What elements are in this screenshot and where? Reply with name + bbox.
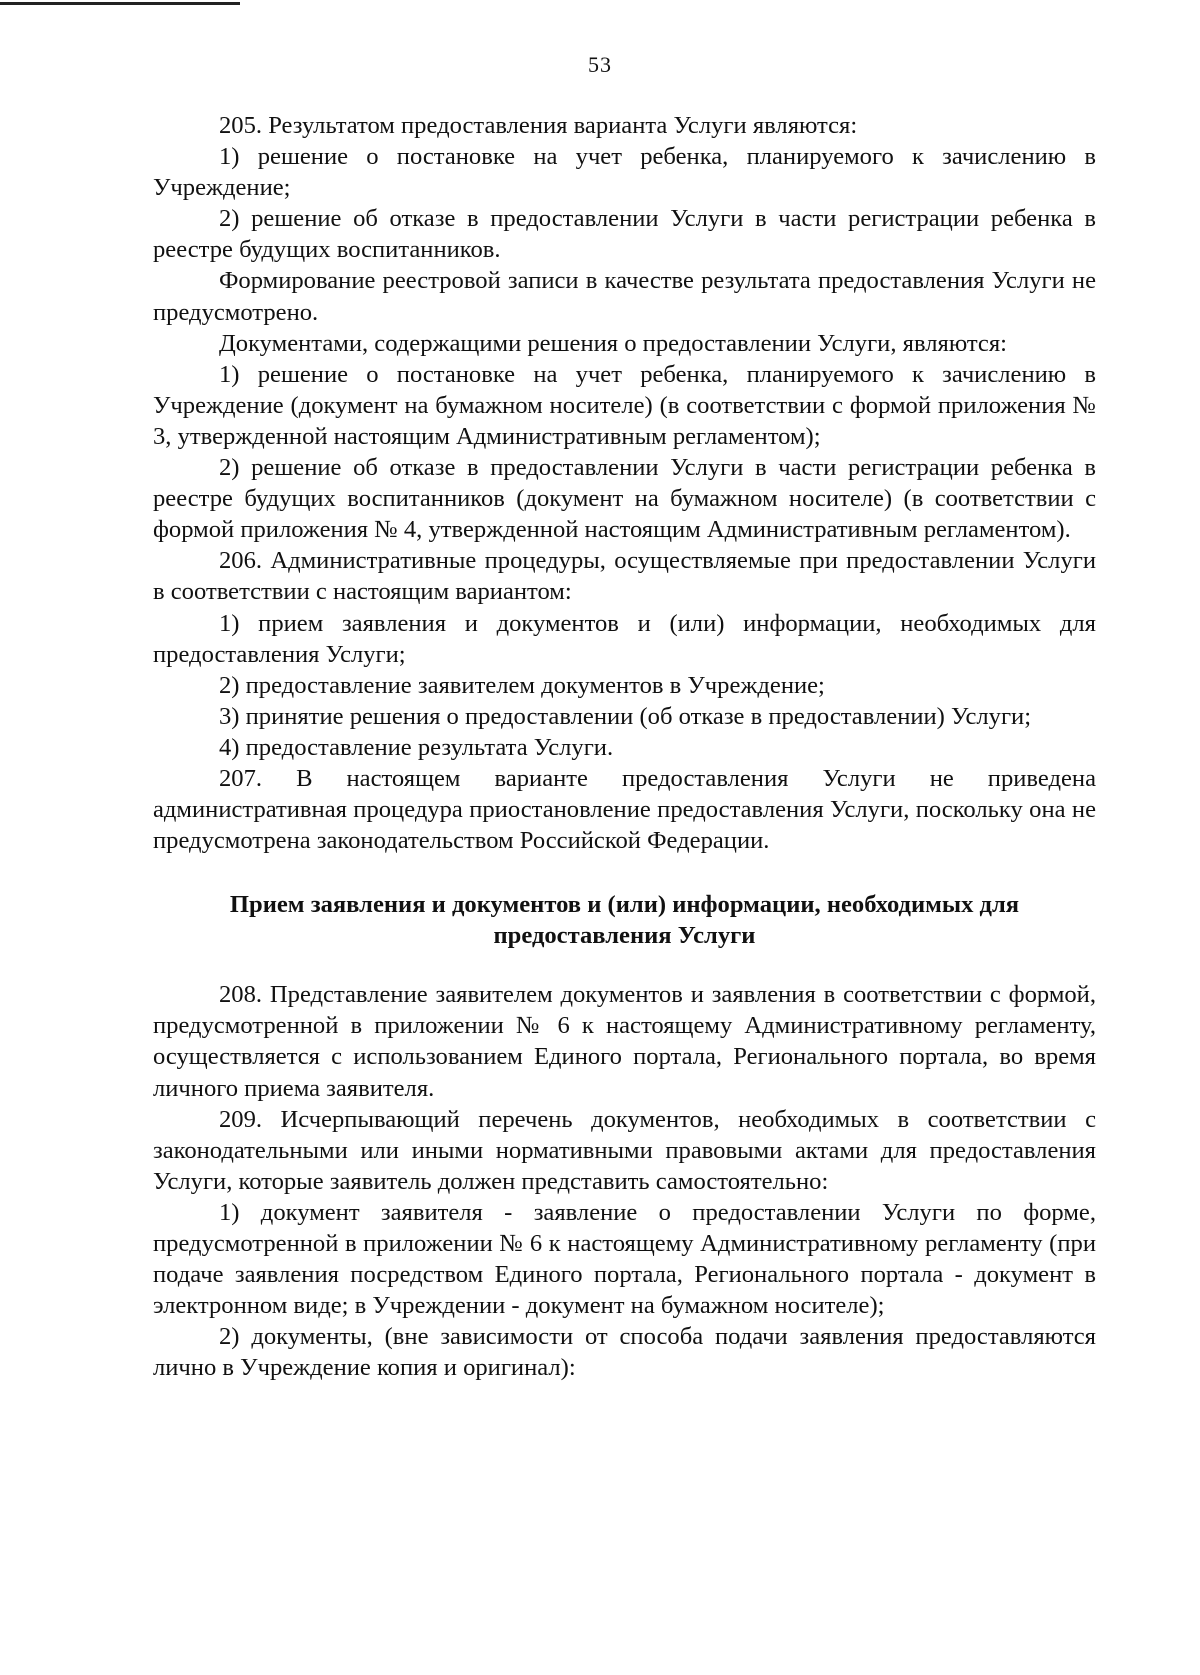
document-body bbox=[153, 110, 1096, 1383]
section-heading-line-2: предоставления Услуги bbox=[493, 922, 756, 950]
paragraph-206-item-2: 2) предоставление заявителем документов в Учреждение; bbox=[219, 671, 825, 699]
paragraph-206-item-3: 3) принятие решения о предоставлении (об отказе в предоставлении) Услуги; bbox=[219, 702, 1032, 730]
section-heading-line-1: Прием заявления и документов и (или) информации, необходимых для bbox=[229, 891, 1020, 919]
paragraph-209-item-1: 1) документ заявителя - заявление о предоставлении Услуги по форме, предусмотренной в приложении № 6 к настоящему Административному регламенту (при подаче заявления посредством Единого портала, Регионального портала - документ в электронном виде; в Учреждении - документ на бумажном носителе); bbox=[153, 1198, 1096, 1320]
section-heading bbox=[153, 889, 1096, 951]
paragraph-decision-documents: Документами, содержащими решения о предоставлении Услуги, являются: bbox=[219, 329, 1007, 357]
paragraph-registry-record: Формирование реестровой записи в качестве результата предоставления Услуги не предусмотрено. bbox=[153, 267, 1096, 326]
paragraph-205-item-2: 2) решение об отказе в предоставлении Услуги в части регистрации ребенка в реестре будущих воспитанников. bbox=[153, 205, 1096, 264]
paragraph-decision-documents-item-2: 2) решение об отказе в предоставлении Услуги в части регистрации ребенка в реестре будущих воспитанников (документ на бумажном носителе) (в соответствии с формой приложения № 4, утвержденной настоящим Административным регламентом). bbox=[153, 454, 1096, 544]
paragraph-205-item-1: 1) решение о постановке на учет ребенка, планируемого к зачислению в Учреждение; bbox=[153, 143, 1096, 202]
paragraph-decision-documents-item-1: 1) решение о постановке на учет ребенка, планируемого к зачислению в Учреждение (документ на бумажном носителе) (в соответствии с формой приложения № 3, утвержденной настоящим Административным регламентом); bbox=[153, 360, 1096, 450]
paragraph-209-item-2: 2) документы, (вне зависимости от способа подачи заявления предоставляются лично в Учреждение копия и оригинал): bbox=[153, 1323, 1096, 1382]
paragraph-206-item-1: 1) прием заявления и документов и (или) информации, необходимых для предоставления Услуги; bbox=[153, 609, 1096, 668]
paragraph-206-item-4: 4) предоставление результата Услуги. bbox=[219, 733, 614, 761]
paragraph-205: 205. Результатом предоставления варианта Услуги являются: bbox=[219, 112, 858, 139]
page-number: 53 bbox=[588, 52, 612, 77]
paragraph-208: 208. Представление заявителем документов и заявления в соответствии с формой, предусмотренной в приложении № 6 к настоящему Административному регламенту, осуществляется с использованием Единого портала, Регионального портала, во время личного приема заявителя. bbox=[153, 981, 1096, 1102]
paragraph-206: 206. Административные процедуры, осуществляемые при предоставлении Услуги в соответствии с настоящим вариантом: bbox=[153, 547, 1096, 606]
paragraph-207: 207. В настоящем варианте предоставления Услуги не приведена административная процедура приостановление предоставления Услуги, поскольку она не предусмотрена законодательством Российской Федерации. bbox=[153, 764, 1096, 855]
top-edge-rule bbox=[0, 2, 240, 5]
paragraph-209: 209. Исчерпывающий перечень документов, необходимых в соответствии с законодательными или иными нормативными правовыми актами для предоставления Услуги, которые заявитель должен представить самостоятельно: bbox=[153, 1105, 1096, 1195]
